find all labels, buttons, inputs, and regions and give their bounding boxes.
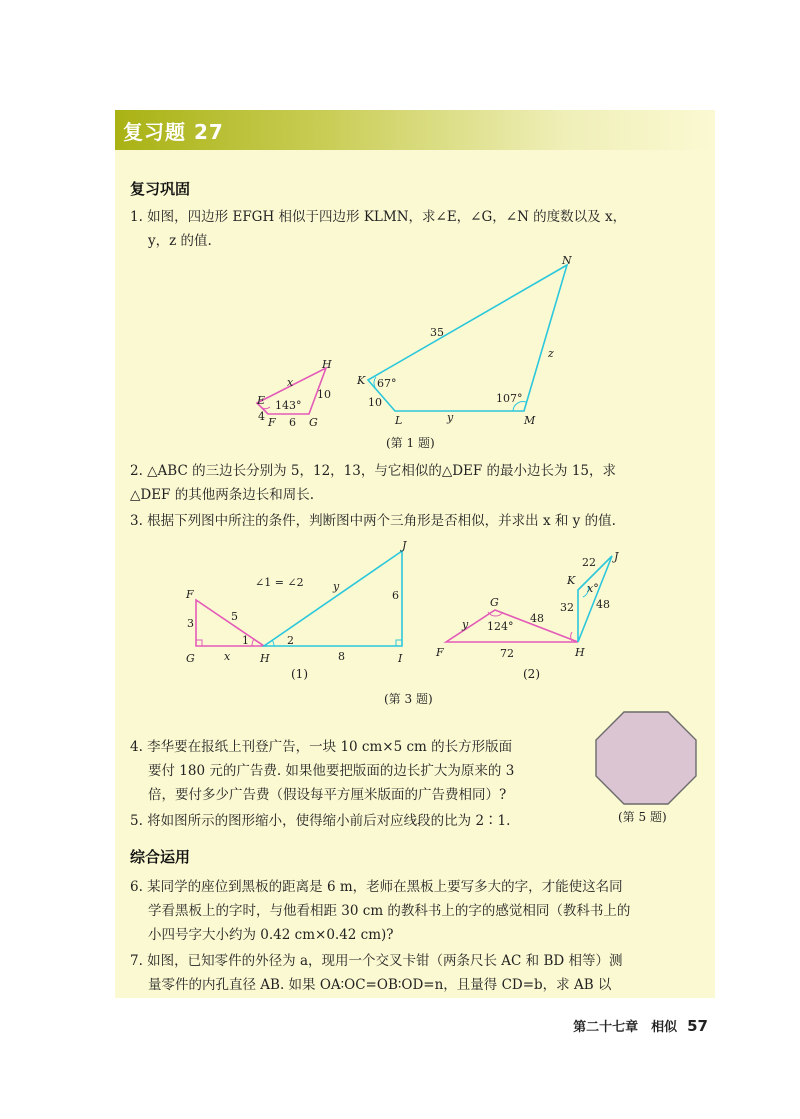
label-angle-2: 2 [287, 634, 294, 647]
problem-6-line-1: 6. 某同学的座位到黑板的距离是 6 m，老师在黑板上要写多大的字，才能使这名同 [130, 879, 623, 895]
label-side-fg: 3 [187, 617, 194, 630]
problem-7-line-1: 7. 如图，已知零件的外径为 a，现用一个交叉卡钳（两条尺长 AC 和 BD 相等）测 [130, 953, 623, 969]
label-side-gh: 10 [317, 388, 331, 401]
label-H: H [322, 358, 332, 371]
figure-3-part-1 [185, 539, 407, 665]
label-side-jh: 48 [596, 598, 610, 611]
label-x-angle: x° [587, 582, 599, 595]
problem-4-line-2: 要付 180 元的广告费. 如果他要把版面的边长扩大为原来的 3 [148, 763, 515, 779]
figure-3-caption: (第 3 题) [384, 692, 433, 706]
label-L: L [395, 414, 403, 427]
label-N: N [562, 254, 572, 267]
label-side-kj: 22 [582, 556, 596, 569]
figure-3-sub-2: (2) [523, 667, 540, 681]
label-K2: K [567, 574, 576, 587]
label-G1: G [186, 652, 195, 665]
label-H1: H [260, 652, 270, 665]
figure-5-octagon [594, 710, 698, 806]
label-F: F [268, 416, 276, 429]
problem-1-line-2: y，z 的值. [148, 233, 212, 249]
quad-efgh [256, 358, 332, 429]
figure-1-caption: (第 1 题) [386, 436, 435, 450]
quad-klmn [356, 254, 572, 427]
figure-3-part-2 [435, 550, 619, 660]
label-H2: H [575, 646, 585, 659]
label-G: G [309, 416, 318, 429]
footer-chapter: 第二十七章 相似 [573, 1020, 678, 1035]
problem-4-line-3: 倍，要付多少广告费（假设每平方厘米版面的广告费相同）? [148, 787, 507, 803]
label-G2: G [490, 596, 499, 609]
label-J2: J [614, 550, 619, 563]
label-J1: J [402, 539, 407, 552]
label-y: y [447, 411, 454, 424]
problem-1-line-1: 1. 如图，四边形 EFGH 相似于四边形 KLMN，求∠E，∠G，∠N 的度数以及 x， [130, 209, 627, 225]
label-side-gh2: 48 [530, 612, 544, 625]
problem-3: 3. 根据下列图中所注的条件，判断图中两个三角形是否相似，并求出 x 和 y 的值. [130, 513, 616, 529]
problem-5: 5. 将如图所示的图形缩小，使得缩小前后对应线段的比为 2∶1. [130, 813, 511, 829]
label-angle-1: 1 [242, 634, 249, 647]
label-angle-equality: ∠1 = ∠2 [255, 576, 304, 589]
figure-5-caption: (第 5 题) [618, 810, 667, 824]
problem-4-line-1: 4. 李华要在报纸上刊登广告，一块 10 cm×5 cm 的长方形版面 [130, 739, 513, 755]
label-x1: x [224, 650, 231, 663]
label-side-hi: 8 [338, 650, 345, 663]
label-side-kl: 10 [368, 396, 382, 409]
label-angle-67: 67° [377, 377, 397, 390]
label-side-ef: 4 [258, 410, 265, 423]
label-angle-124: 124° [487, 620, 514, 633]
label-x: x [287, 376, 294, 389]
label-side-kh: 32 [560, 601, 574, 614]
label-z: z [548, 347, 554, 360]
label-E: E [257, 394, 266, 407]
section-review-title: 复习巩固 [130, 180, 191, 198]
label-y2: y [462, 618, 469, 631]
problem-6-line-2: 学看黑板上的字时，与他看相距 30 cm 的教科书上的字的感觉相同（教科书上的 [148, 903, 631, 919]
label-angle-107: 107° [496, 392, 523, 405]
label-side-fg: 6 [289, 416, 296, 429]
section-apply-title: 综合运用 [130, 848, 191, 866]
label-angle-143: 143° [275, 399, 302, 412]
label-side-fh: 5 [231, 610, 238, 623]
figure-1 [0, 0, 800, 460]
label-side-ij: 6 [392, 589, 399, 602]
problem-2-line-1: 2. △ABC 的三边长分别为 5，12，13，与它相似的△DEF 的最小边长为 15，求 [130, 463, 617, 479]
label-I1: I [398, 652, 403, 665]
page-number: 57 [687, 1017, 708, 1035]
figure-3-sub-1: (1) [291, 667, 308, 681]
label-side-kn: 35 [430, 326, 444, 339]
label-F2: F [436, 646, 444, 659]
problem-7-line-2: 量零件的内孔直径 AB. 如果 OA∶OC=OB∶OD=n，且量得 CD=b，求 AB 以 [148, 977, 612, 993]
page-footer [573, 1016, 708, 1035]
label-F1: F [186, 588, 194, 601]
problem-6-line-3: 小四号字大小约为 0.42 cm×0.42 cm)? [148, 927, 394, 943]
label-K: K [357, 374, 366, 387]
label-y1: y [333, 580, 340, 593]
label-M: M [524, 414, 536, 427]
label-side-fh2: 72 [500, 647, 514, 660]
problem-2-line-2: △DEF 的其他两条边长和周长. [130, 487, 315, 503]
figure-3 [0, 530, 800, 710]
banner-title: 复习题 27 [123, 120, 224, 144]
